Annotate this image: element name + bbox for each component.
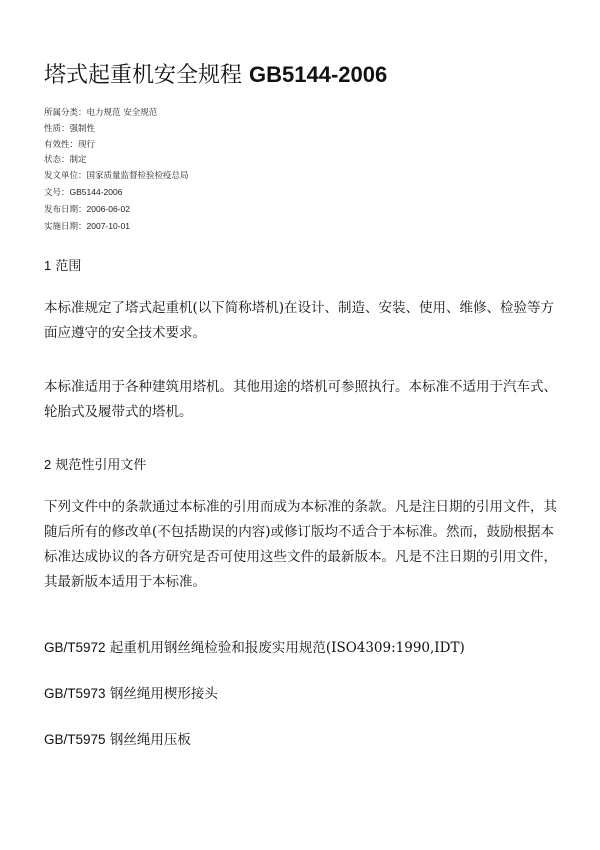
meta-category: 所属分类：电力规范 安全规范 [44, 108, 158, 118]
meta-effective-date: 实施日期：2007-10-01 [44, 220, 130, 232]
meta-publish-date: 发布日期：2006-06-02 [44, 203, 130, 215]
section-2-heading: 2 规范性引用文件 [44, 457, 147, 473]
section-2-paragraph-1: 下列文件中的条款通过本标准的引用而成为本标准的条款。凡是注日期的引用文件，其 随后所有的修改单(不包括勘误的内容)或修订版均不适合于本标准。然而，鼓励根据本 标准达成协议的各方研究是否可使用这些文件的最新版本。凡是不注日期的引用文件， 其最新版本适用于本标准。 [44, 499, 557, 590]
reference-item: GB/T5975 钢丝绳用压板 [44, 732, 191, 748]
section-1-paragraph-1: 本标准规定了塔式起重机(以下简称塔机)在设计、制造、安装、使用、维修、检验等方 面应遵守的安全技术要求。 [44, 300, 555, 341]
meta-nature: 性质：强制性 [44, 123, 96, 134]
section-1-heading: 1 范围 [44, 258, 82, 274]
metadata-block [44, 106, 189, 235]
meta-doc-number: 文号：GB5144-2006 [44, 186, 123, 198]
meta-issuer: 发文单位：国家质量监督检验检疫总局 [44, 171, 189, 182]
meta-status: 状态：制定 [44, 155, 87, 166]
meta-validity: 有效性：现行 [44, 139, 96, 150]
section-1-paragraph-2: 本标准适用于各种建筑用塔机。其他用途的塔机可参照执行。本标准不适用于汽车式、 轮胎式及履带式的塔机。 [44, 379, 557, 420]
reference-item: GB/T5972 起重机用钢丝绳检验和报废实用规范(ISO4309:1990,IDT) [44, 640, 465, 656]
title-chinese: 塔式起重机安全规程 [44, 63, 243, 88]
title-standard-code: GB5144-2006 [249, 62, 388, 87]
reference-item: GB/T5973 钢丝绳用楔形接头 [44, 686, 218, 702]
document-title [44, 60, 387, 91]
